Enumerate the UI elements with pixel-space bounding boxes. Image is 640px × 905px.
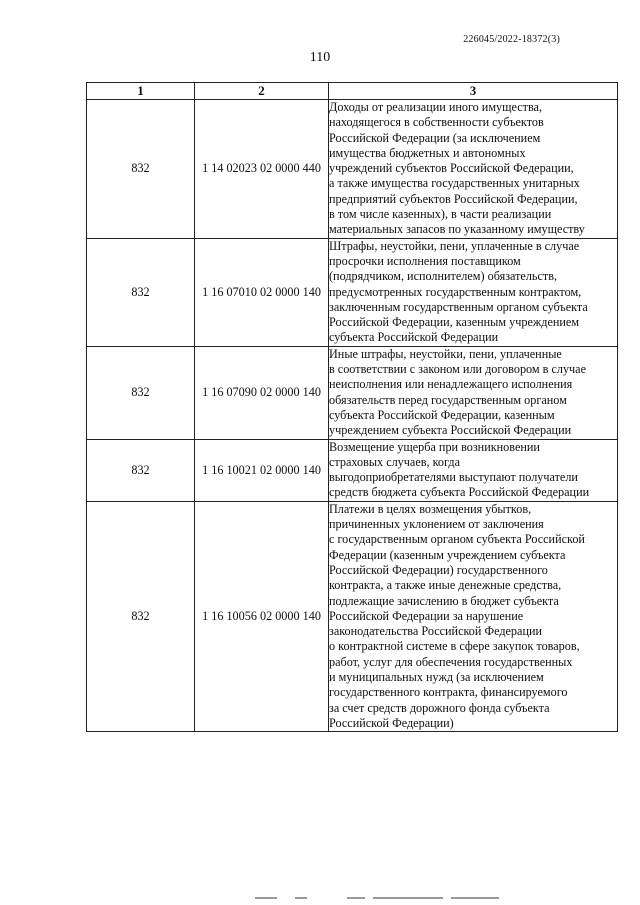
description-line: в том числе казенных), в части реализации: [329, 207, 552, 222]
table-row: [87, 439, 618, 501]
admin-code-cell: 832: [87, 238, 195, 346]
doc-number: 226045/2022-18372(3): [463, 34, 560, 45]
description-line: с государственным органом субъекта Российской: [329, 532, 585, 547]
table-body: [87, 100, 618, 732]
description-line: страховых случаев, когда: [329, 454, 460, 469]
kbk-code-cell: 1 14 02023 02 0000 440: [195, 100, 329, 239]
description-line: и муниципальных нужд (за исключением: [329, 669, 544, 684]
description-line: неисполнения или ненадлежащего исполнения: [329, 377, 573, 392]
description-line: в соответствии с законом или договором в случае: [329, 362, 587, 377]
description-line: а также имущества государственных унитарных: [329, 176, 580, 191]
column-header-1: 1: [87, 83, 195, 100]
description-line: Российской Федерации (за исключением: [329, 130, 541, 145]
description-line: за счет средств дорожного фонда субъекта: [329, 700, 550, 715]
page-number: 110: [309, 50, 331, 65]
table-row: [87, 100, 618, 239]
description-line: имущества бюджетных и автономных: [329, 145, 526, 160]
description-line: предприятий субъектов Российской Федерации,: [329, 191, 578, 206]
description-cell: [329, 346, 618, 439]
admin-code-cell: 832: [87, 346, 195, 439]
description-line: субъекта Российской Федерации: [329, 330, 499, 345]
description-line: выгодоприобретателями выступают получатели: [329, 470, 578, 485]
description-line: причиненных уклонением от заключения: [329, 517, 544, 532]
description-line: Российской Федерации): [329, 715, 454, 730]
description-line: предусмотренных государственным контрактом,: [329, 284, 582, 299]
description-line: Штрафы, неустойки, пени, уплаченные в случае: [329, 238, 580, 253]
column-header-2: 2: [195, 83, 329, 100]
kbk-code-cell: 1 16 07090 02 0000 140: [195, 346, 329, 439]
kbk-code-cell: 1 16 07010 02 0000 140: [195, 238, 329, 346]
table-row: [87, 346, 618, 439]
admin-code-cell: 832: [87, 439, 195, 501]
description-cell: [329, 238, 618, 346]
description-line: средств бюджета субъекта Российской Федерации: [329, 485, 590, 500]
description-line: (подрядчиком, исполнителем) обязательств,: [329, 269, 558, 284]
description-line: Возмещение ущерба при возникновении: [329, 439, 540, 454]
description-line: учреждений субъектов Российской Федерации,: [329, 161, 574, 176]
description-cell: [329, 100, 618, 239]
description-line: обязательств перед государственным органом: [329, 392, 567, 407]
revenue-codes-table: [86, 82, 618, 732]
description-line: Российской Федерации за нарушение: [329, 608, 524, 623]
description-line: государственного контракта, финансируемого: [329, 685, 568, 700]
description-line: законодательства Российской Федерации: [329, 624, 543, 639]
column-header-3: 3: [329, 83, 618, 100]
table-header-row: [87, 83, 618, 100]
description-line: просрочки исполнения поставщиком: [329, 253, 521, 268]
description-line: Платежи в целях возмещения убытков,: [329, 501, 532, 516]
description-line: контракта, а также иные денежные средства,: [329, 578, 562, 593]
description-line: Российской Федерации) государственного: [329, 562, 548, 577]
table-row: [87, 501, 618, 731]
admin-code-cell: 832: [87, 501, 195, 731]
description-line: материальных запасов по указанному имуществу: [329, 222, 585, 237]
description-line: работ, услуг для обеспечения государственных: [329, 654, 573, 669]
table-row: [87, 238, 618, 346]
description-line: субъекта Российской Федерации, казенным: [329, 407, 555, 422]
description-line: подлежащие зачислению в бюджет субъекта: [329, 593, 559, 608]
admin-code-cell: 832: [87, 100, 195, 239]
scan-artifact: [255, 897, 505, 901]
description-line: находящегося в собственности субъектов: [329, 115, 544, 130]
description-line: Иные штрафы, неустойки, пени, уплаченные: [329, 346, 562, 361]
description-cell: [329, 501, 618, 731]
description-line: о контрактной системе в сфере закупок товаров,: [329, 639, 580, 654]
description-line: Российской Федерации, казенным учреждением: [329, 315, 580, 330]
description-line: заключенным государственным органом субъекта: [329, 299, 588, 314]
kbk-code-cell: 1 16 10021 02 0000 140: [195, 439, 329, 501]
description-line: учреждением субъекта Российской Федерации: [329, 423, 572, 438]
description-line: Федерации (казенным учреждением субъекта: [329, 547, 566, 562]
kbk-code-cell: 1 16 10056 02 0000 140: [195, 501, 329, 731]
description-line: Доходы от реализации иного имущества,: [329, 100, 543, 114]
description-cell: [329, 439, 618, 501]
